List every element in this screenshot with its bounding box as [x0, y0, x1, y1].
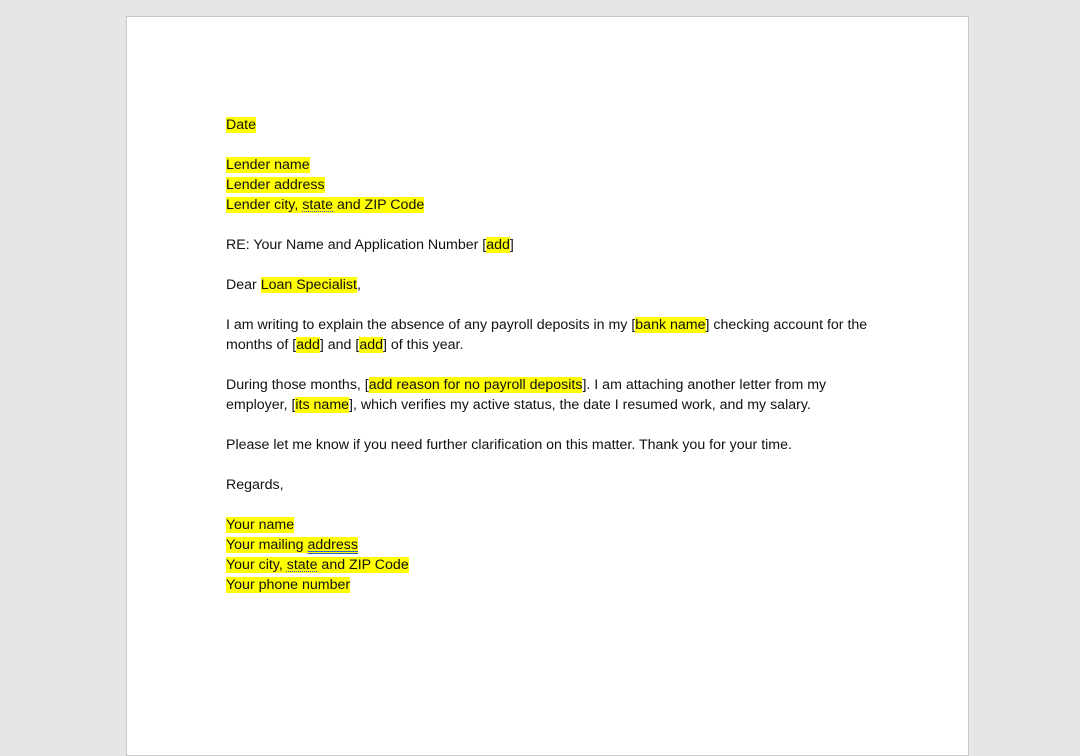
paragraph-payroll-absence [226, 315, 876, 355]
date-line [226, 115, 876, 135]
lender-city-placeholder [226, 197, 424, 213]
salutation-dear: Dear [226, 277, 261, 293]
signature-phone-line [226, 575, 876, 595]
paragraph-closing-request: Please let me know if you need further clarification on this matter. Thank you for your time. [226, 437, 792, 453]
application-number-placeholder: add [486, 237, 510, 253]
lender-city-suffix: and ZIP Code [333, 197, 425, 213]
spelling-flag-state[interactable]: state [302, 197, 333, 213]
letter-body[interactable] [226, 115, 876, 595]
spelling-flag-state-2[interactable]: state [286, 557, 318, 573]
paragraph1-text-3: ] and [ [319, 337, 360, 353]
employer-name-placeholder: its name [295, 397, 350, 413]
paragraph2-text-2: ]. I am attaching another letter from my employer, [ [226, 377, 827, 413]
month-2-placeholder: add [359, 337, 383, 353]
your-city-placeholder [226, 557, 409, 573]
date-placeholder: Date [226, 117, 256, 133]
your-city-suffix: and ZIP Code [317, 557, 409, 573]
phone-number-placeholder: Your phone number [226, 577, 351, 593]
salutation-comma: , [356, 277, 361, 293]
paragraph-reason [226, 375, 876, 415]
grammar-flag-address[interactable]: address [307, 537, 358, 553]
your-name-placeholder: Your name [226, 517, 295, 533]
paragraph1-text-4: ] of this year. [382, 337, 464, 353]
signature-name-line [226, 515, 876, 535]
your-city-prefix: Your city, [226, 557, 287, 573]
lender-name-placeholder: Lender name [226, 157, 310, 173]
signature-city-line [226, 555, 876, 575]
reason-placeholder: add reason for no payroll deposits [368, 377, 583, 393]
closing-regards: Regards, [226, 477, 284, 493]
lender-address-placeholder: Lender address [226, 177, 325, 193]
bank-name-placeholder: bank name [635, 317, 706, 333]
lender-city-prefix: Lender city, [226, 197, 303, 213]
month-1-placeholder: add [296, 337, 320, 353]
document-page [126, 16, 969, 756]
salutation-line [226, 275, 876, 295]
paragraph1-text-2: ] checking account for the months of [ [226, 317, 868, 353]
paragraph2-text-1: During those months, [ [226, 377, 369, 393]
recipient-placeholder: Loan Specialist [260, 277, 357, 293]
paragraph2-text-3: ], which verifies my active status, the date I resumed work, and my salary. [349, 397, 811, 413]
paragraph1-text-1: I am writing to explain the absence of any payroll deposits in my [ [226, 317, 636, 333]
lender-address-line [226, 175, 876, 195]
mailing-address-placeholder [226, 537, 358, 553]
re-line [226, 235, 876, 255]
signature-address-line [226, 535, 876, 555]
lender-name-line [226, 155, 876, 175]
re-text: RE: Your Name and Application Number [ [226, 237, 487, 253]
mailing-prefix: Your mailing [226, 537, 308, 553]
lender-city-line [226, 195, 876, 215]
re-close-bracket: ] [509, 237, 514, 253]
